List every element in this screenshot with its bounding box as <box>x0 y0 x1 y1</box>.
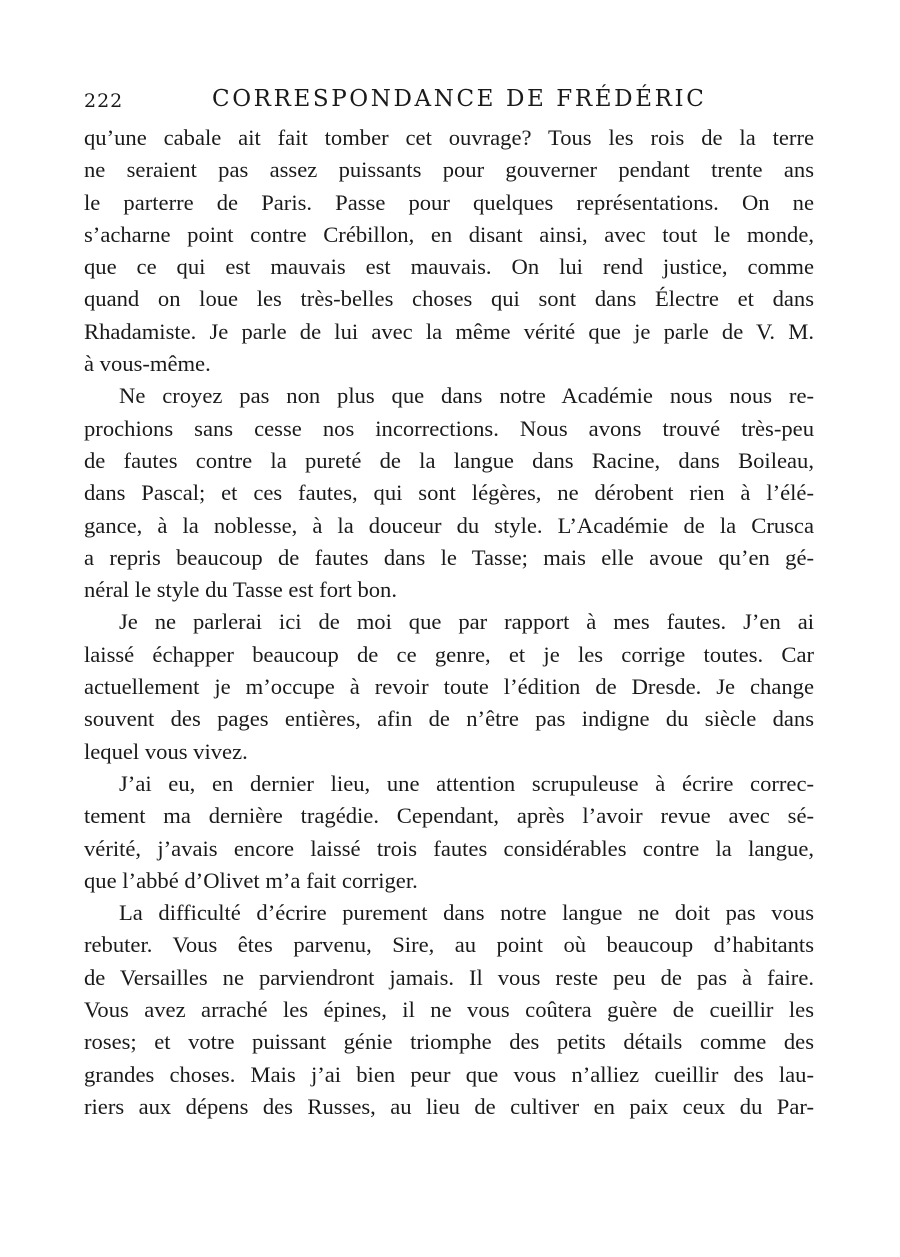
text-line: vérité, j’avais encore laissé trois fautes considérables contre la langue, <box>84 835 814 861</box>
page-number: 222 <box>84 90 124 112</box>
text-line: souvent des pages entières, afin de n’être pas indigne du siècle dans <box>84 706 814 732</box>
text-line: que l’abbé d’Olivet m’a fait corriger. <box>84 867 418 893</box>
book-page <box>84 86 814 1123</box>
text-line: qu’une cabale ait fait tomber cet ouvrage? Tous les rois de la terre <box>84 125 814 150</box>
text-line: prochions sans cesse nos incorrections. Nous avons trouvé très-peu <box>84 415 814 441</box>
text-line: riers aux dépens des Russes, au lieu de cultiver en paix ceux du Par- <box>84 1093 814 1119</box>
text-line: le parterre de Paris. Passe pour quelques représentations. On ne <box>84 189 814 215</box>
text-line: actuellement je m’occupe à revoir toute l’édition de Dresde. Je change <box>84 674 814 700</box>
text-line: ne seraient pas assez puissants pour gouverner pendant trente ans <box>84 157 814 183</box>
text-line: néral le style du Tasse est fort bon. <box>84 577 397 603</box>
paragraph-5 <box>84 897 814 1123</box>
text-line: roses; et votre puissant génie triomphe des petits détails comme des <box>84 1029 814 1055</box>
text-line: tement ma dernière tragédie. Cependant, après l’avoir revue avec sé- <box>84 803 814 829</box>
text-line: que ce qui est mauvais est mauvais. On lui rend justice, comme <box>84 254 814 280</box>
text-line: lequel vous vivez. <box>84 738 248 764</box>
paragraph-3 <box>84 606 814 767</box>
paragraph-1 <box>84 122 814 380</box>
page-header <box>84 86 814 118</box>
text-line: Rhadamiste. Je parle de lui avec la même vérité que je parle de V. M. <box>84 318 814 344</box>
text-line: dans Pascal; et ces fautes, qui sont légères, ne dérobent rien à l’élé- <box>84 480 814 506</box>
text-line: a repris beaucoup de fautes dans le Tasse; mais elle avoue qu’en gé- <box>84 544 814 570</box>
text-line: Je ne parlerai ici de moi que par rapport à mes fautes. J’en ai <box>119 609 814 635</box>
text-line: de Versailles ne parviendront jamais. Il vous reste peu de pas à faire. <box>84 964 814 990</box>
text-line: Vous avez arraché les épines, il ne vous coûtera guère de cueillir les <box>84 997 814 1023</box>
body-text <box>84 122 814 1123</box>
text-line: laissé échapper beaucoup de ce genre, et je les corrige toutes. Car <box>84 641 814 667</box>
text-line: à vous-même. <box>84 351 211 377</box>
text-line: J’ai eu, en dernier lieu, une attention scrupuleuse à écrire correc- <box>119 770 814 796</box>
paragraph-2 <box>84 380 814 606</box>
running-head: CORRESPONDANCE DE FRÉDÉRIC <box>212 86 707 112</box>
text-line: La difficulté d’écrire purement dans notre langue ne doit pas vous <box>119 900 814 926</box>
text-line: quand on loue les très-belles choses qui sont dans Électre et dans <box>84 286 814 312</box>
text-line: rebuter. Vous êtes parvenu, Sire, au point où beaucoup d’habitants <box>84 932 814 958</box>
text-line: Ne croyez pas non plus que dans notre Académie nous nous re- <box>119 383 814 409</box>
text-line: grandes choses. Mais j’ai bien peur que vous n’alliez cueillir des lau- <box>84 1061 814 1087</box>
text-line: s’acharne point contre Crébillon, en disant ainsi, avec tout le monde, <box>84 221 814 247</box>
text-line: de fautes contre la pureté de la langue dans Racine, dans Boileau, <box>84 447 814 473</box>
paragraph-4 <box>84 768 814 897</box>
text-line: gance, à la noblesse, à la douceur du style. L’Académie de la Crusca <box>84 512 814 538</box>
